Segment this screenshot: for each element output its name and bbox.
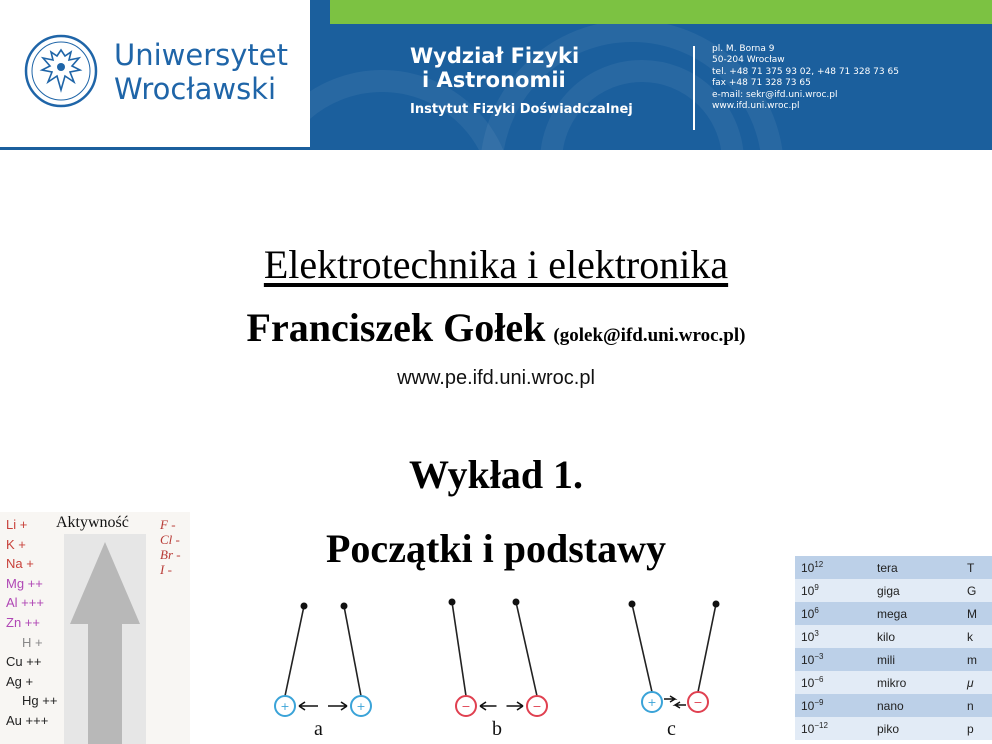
prefix-row [795,671,992,694]
contact-email: e-mail: sekr@ifd.uni.wroc.pl [712,89,838,100]
contact-postal: 50-204 Wrocław [712,55,785,66]
prefix-symbol: p [967,721,974,736]
force-arrow [480,702,497,710]
prefix-row [795,648,992,671]
prefix-name: mikro [877,675,907,690]
prefix-name: nano [877,698,904,713]
pendulum-string [632,604,652,692]
prefix-name: giga [877,583,900,598]
metal-ion: Na + [6,556,34,572]
metal-ion: Al +++ [6,595,44,611]
prefix-power: $10^{-12}$ [801,721,828,736]
panel-label: c [667,718,676,740]
prefix-name: mega [877,606,908,621]
charge-sign: − [693,696,703,709]
si-prefix-table [795,556,992,740]
metal-ion: K + [6,536,26,552]
prefix-power: $10^{-3}$ [801,652,824,667]
institute-name: Instytut Fizyki Doświadczalnej [410,102,633,117]
pendulum-string [516,602,537,696]
university-name-line2: Wrocławski [114,72,277,106]
author-name: Franciszek Gołek [246,305,546,350]
author-email: (golek@ifd.uni.wroc.pl) [553,325,746,346]
header-banner [0,0,992,150]
pendulum-string [344,606,361,696]
metal-ion: Mg ++ [6,575,43,591]
pivot-dot [513,599,520,606]
prefix-row [795,602,992,625]
author-line [0,304,992,351]
activity-up-arrow-icon [64,534,146,744]
prefix-symbol: μ [967,675,974,690]
prefix-power: $10^{12}$ [801,560,824,575]
activity-series-figure [0,512,190,744]
panel-label: a [314,718,323,740]
pendulum-string [285,606,304,696]
metal-ion: H + [22,634,43,650]
prefix-symbol: T [967,560,975,575]
prefix-symbol: k [967,629,973,644]
pendulum-string [698,604,716,692]
university-name-line1: Uniwersytet [114,38,288,72]
charge-sign: + [356,700,366,713]
prefix-power: $10^6$ [801,606,819,621]
halogen-ion: Br - [160,547,181,562]
charged-pendulum-figure [260,596,730,720]
contact-website: www.ifd.uni.wroc.pl [712,101,800,112]
prefix-power: $10^3$ [801,629,819,644]
eagle-emblem-icon [24,34,98,108]
prefix-power: $10^9$ [801,583,819,598]
course-website: www.pe.ifd.uni.wroc.pl [397,367,595,389]
prefix-power: $10^{-6}$ [801,675,824,690]
metal-ion: Au +++ [6,713,49,728]
pivot-dot [449,599,456,606]
contact-address: pl. M. Borna 9 [712,44,775,54]
university-logo-area [0,0,310,150]
halogen-ion: I - [160,562,172,577]
university-name [114,38,288,106]
prefix-power: $10^{-9}$ [801,698,824,713]
lecture-topic: Początki i podstawy [326,526,666,571]
charge-sign: − [461,700,471,713]
prefix-name: tera [877,560,898,575]
pivot-dot [341,603,348,610]
force-arrow [328,702,347,710]
prefix-symbol: m [967,652,977,667]
prefix-name: mili [877,652,895,667]
halogen-ion: F - [160,517,176,532]
contact-fax: fax +48 71 328 73 65 [712,78,811,89]
pivot-dot [301,603,308,610]
prefix-symbol: M [967,606,977,621]
prefix-row [795,625,992,648]
halogen-ion: Cl - [160,532,180,547]
prefix-row [795,579,992,602]
prefix-name: piko [877,721,900,736]
lecture-number: Wykład 1. [408,452,584,497]
pivot-dot [713,601,720,608]
prefix-symbol: n [967,698,974,713]
faculty-name-line2: i Astronomii [422,68,566,92]
charge-sign: + [280,700,290,713]
force-arrow [675,702,686,708]
prefix-row [795,694,992,717]
pendulum-string [452,602,466,696]
force-arrow [664,696,675,702]
green-accent-strip [330,0,992,24]
header-divider [693,46,695,130]
metal-ion: Li + [6,517,28,532]
faculty-name [410,44,650,117]
faculty-name-line1: Wydział Fizyki [410,44,580,68]
prefix-symbol: G [967,583,977,598]
logo-underline [0,147,310,150]
metal-ion: Cu ++ [6,654,42,670]
contact-info [712,44,899,112]
force-arrow [299,702,318,710]
pivot-dot [629,601,636,608]
prefix-row [795,556,992,579]
course-title: Elektrotechnika i elektronika [263,242,729,287]
charge-sign: + [647,696,657,709]
panel-label: b [492,718,502,740]
prefix-name: kilo [877,629,896,644]
charge-sign: − [532,700,542,713]
contact-phone: tel. +48 71 375 93 02, +48 71 328 73 65 [712,66,899,77]
metal-ion: Ag + [6,673,34,689]
metal-ion: Hg ++ [22,693,58,709]
metal-ion: Zn ++ [6,615,40,630]
activity-title: Aktywność [56,514,129,531]
prefix-row [795,717,992,740]
force-arrow [507,702,524,710]
